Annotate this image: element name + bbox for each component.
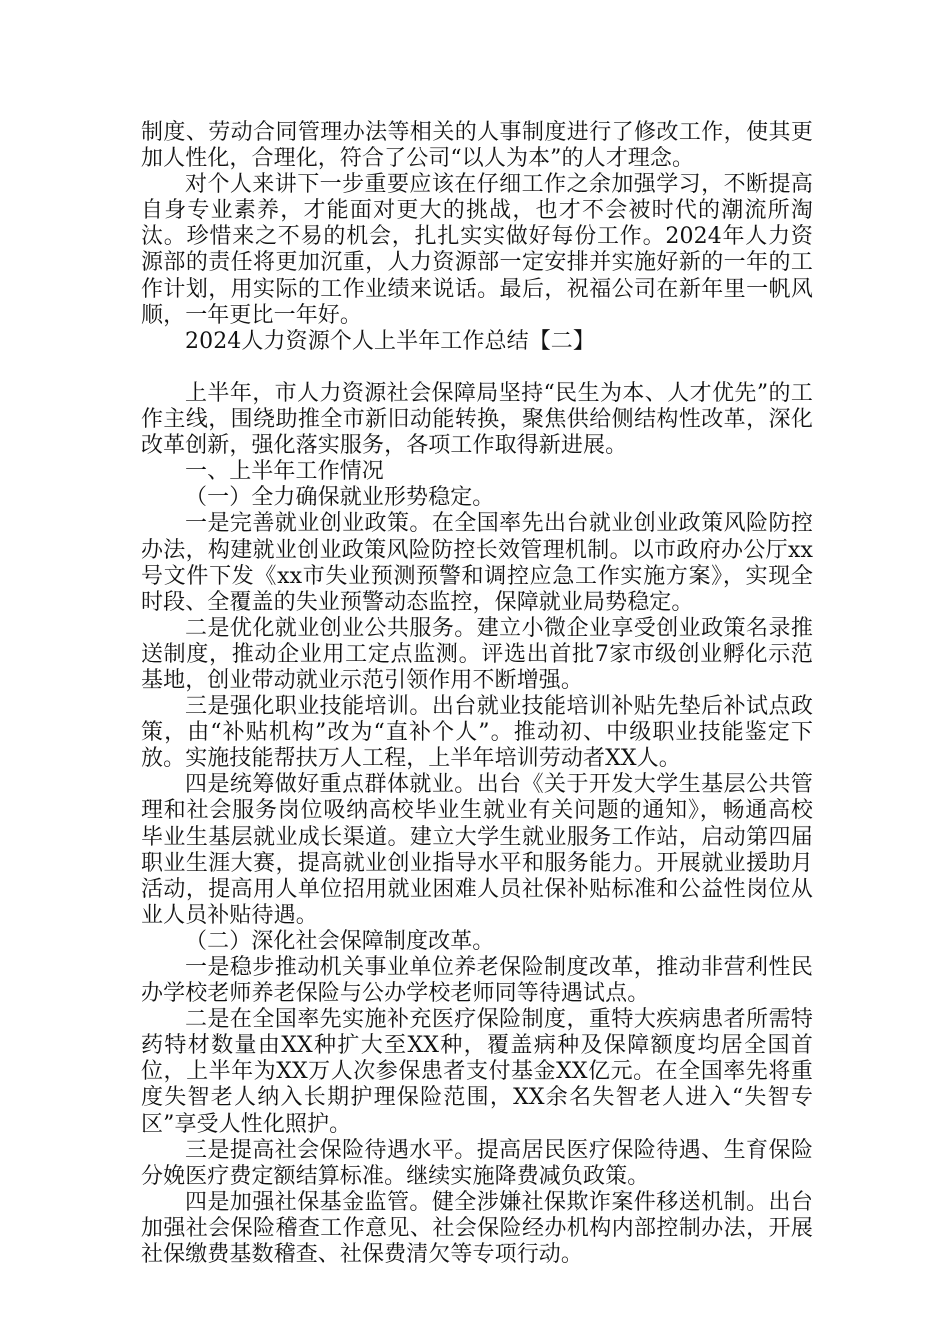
paragraph-hr-system: 制度、劳动合同管理办法等相关的人事制度进行了修改工作，使其更加人性化，合理化，符合了公司“以人为本”的人才理念。 (141, 120, 813, 172)
paragraph-benefit-levels: 三是提高社会保险待遇水平。提高居民医疗保险待遇、生育保险分娩医疗费定额结算标准。继续实施降费减负政策。 (141, 1137, 813, 1189)
paragraph-personal-plan: 对个人来讲下一步重要应该在仔细工作之余加强学习，不断提高自身专业素养，才能面对更大的挑战，也才不会被时代的潮流所淘汰。珍惜来之不易的机会，扎扎实实做好每份工作。2024年人力资源部的责任将更加沉重，人力资源部一定安排并实施好新的一年的工作计划，用实际的工作业绩来说话。最后，祝福公司在新年里一帆风顺，一年更比一年好。 (141, 172, 813, 328)
section-title: 2024人力资源个人上半年工作总结【二】 (185, 328, 595, 354)
paragraph-public-service: 二是优化就业创业公共服务。建立小微企业享受创业政策名录推送制度，推动企业用工定点监测。评选出首批7家市级创业孵化示范基地，创业带动就业示范引领作用不断增强。 (141, 615, 813, 693)
heading-employment: （一）全力确保就业形势稳定。 (185, 485, 495, 511)
paragraph-medical-insurance: 二是在全国率先实施补充医疗保险制度，重特大疾病患者所需特药特材数量由XX种扩大至XX种，覆盖病种及保障额度均居全国首位，上半年为XX万人次参保患者支付基金XX亿元。在全国率先将重度失智老人纳入长期护理保险范围，XX余名失智老人进入“失智专区”享受人性化照护。 (141, 1007, 813, 1137)
paragraph-intro: 上半年，市人力资源社会保障局坚持“民生为本、人才优先”的工作主线，围绕助推全市新旧动能转换，聚焦供给侧结构性改革，深化改革创新，强化落实服务，各项工作取得新进展。 (141, 380, 813, 459)
paragraph-employment-policy: 一是完善就业创业政策。在全国率先出台就业创业政策风险防控办法，构建就业创业政策风险防控长效管理机制。以市政府办公厅xx号文件下发《xx市失业预测预警和调控应急工作实施方案》，实现全时段、全覆盖的失业预警动态监控，保障就业局势稳定。 (141, 511, 813, 615)
paragraph-pension-reform: 一是稳步推动机关事业单位养老保险制度改革，推动非营利性民办学校老师养老保险与公办学校老师同等待遇试点。 (141, 955, 813, 1007)
document-body (141, 120, 813, 1268)
heading-first-half: 一、上半年工作情况 (185, 459, 384, 485)
paragraph-fund-supervision: 四是加强社保基金监管。健全涉嫌社保欺诈案件移送机制。出台加强社会保险稽查工作意见、社会保险经办机构内部控制办法，开展社保缴费基数稽查、社保费清欠等专项行动。 (141, 1189, 813, 1268)
heading-social-security: （二）深化社会保障制度改革。 (185, 928, 495, 954)
paragraph-key-groups: 四是统筹做好重点群体就业。出台《关于开发大学生基层公共管理和社会服务岗位吸纳高校毕业生就业有关问题的通知》，畅通高校毕业生基层就业成长渠道。建立大学生就业服务工作站，启动第四届职业生涯大赛，提高就业创业指导水平和服务能力。开展就业援助月活动，提高用人单位招用就业困难人员社保补贴标准和公益性岗位从业人员补贴待遇。 (141, 772, 813, 928)
paragraph-skills-training: 三是强化职业技能培训。出台就业技能培训补贴先垫后补试点政策，由“补贴机构”改为“直补个人”。推动初、中级职业技能鉴定下放。实施技能帮扶万人工程，上半年培训劳动者XX人。 (141, 694, 813, 772)
blank-line (141, 355, 813, 381)
